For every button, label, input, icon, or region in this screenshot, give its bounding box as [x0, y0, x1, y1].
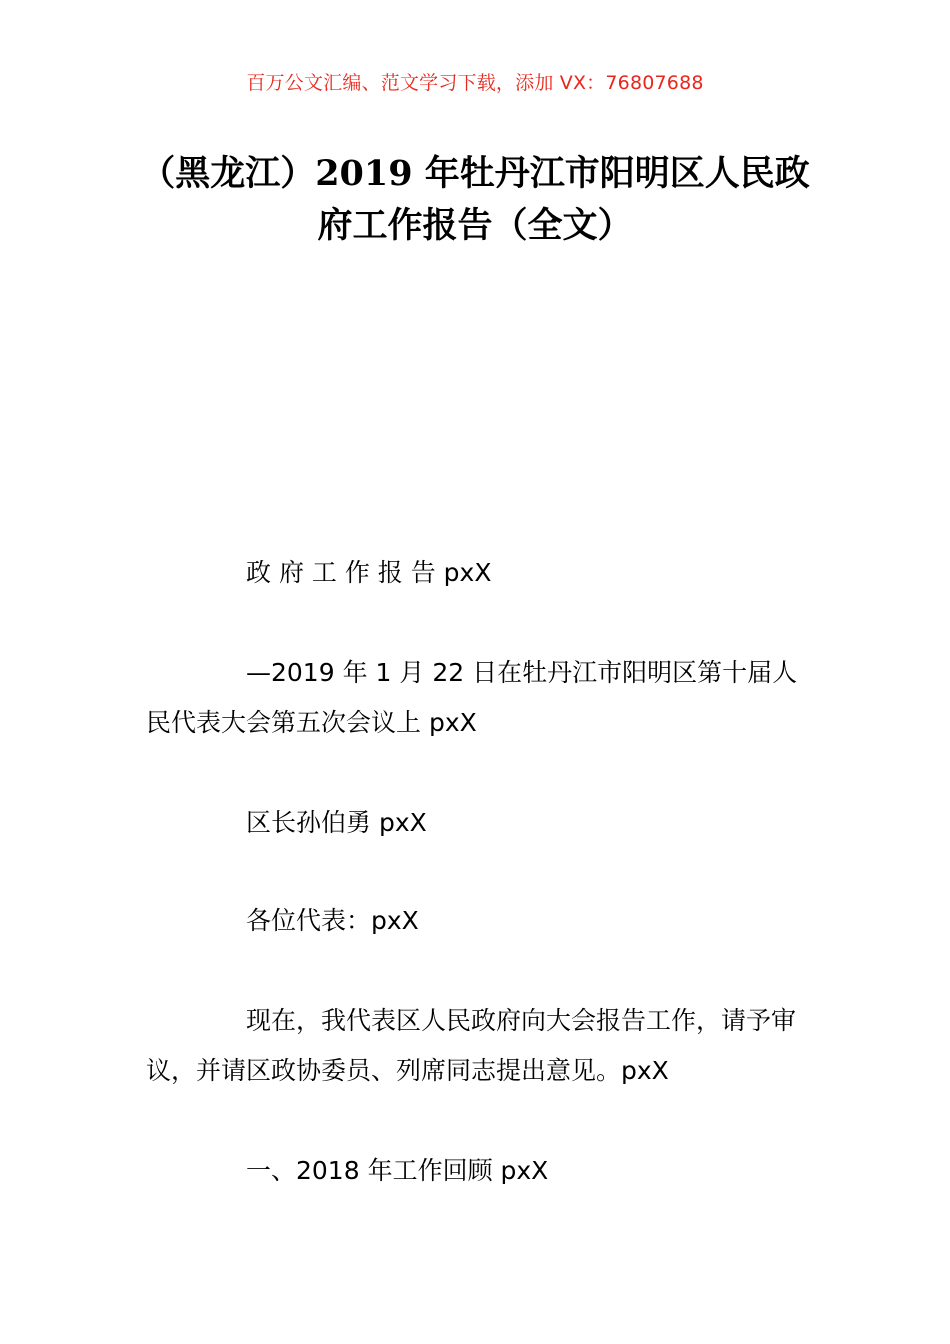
section-heading-review: 一、2018 年工作回顾 pxX	[246, 1156, 549, 1185]
document-title-line-2: 府工作报告（全文）	[317, 205, 633, 246]
opening-paragraph: 现在，我代表区人民政府向大会报告工作，请予审议，并请区政协委员、列席同志提出意见。pxX	[146, 1006, 797, 1085]
document-title-line-1: （黑龙江）2019 年牡丹江市阳明区人民政	[140, 153, 810, 194]
header-watermark-note: 百万公文汇编、范文学习下载，添加 VX：76807688	[246, 72, 704, 94]
report-heading: 政 府 工 作 报 告 pxX	[246, 558, 492, 587]
speaker-line: 区长孙伯勇 pxX	[246, 808, 427, 837]
salutation: 各位代表：pxX	[246, 906, 419, 935]
meeting-subtitle: —2019 年 1 月 22 日在牡丹江市阳明区第十届人民代表大会第五次会议上 pxX	[146, 658, 798, 737]
